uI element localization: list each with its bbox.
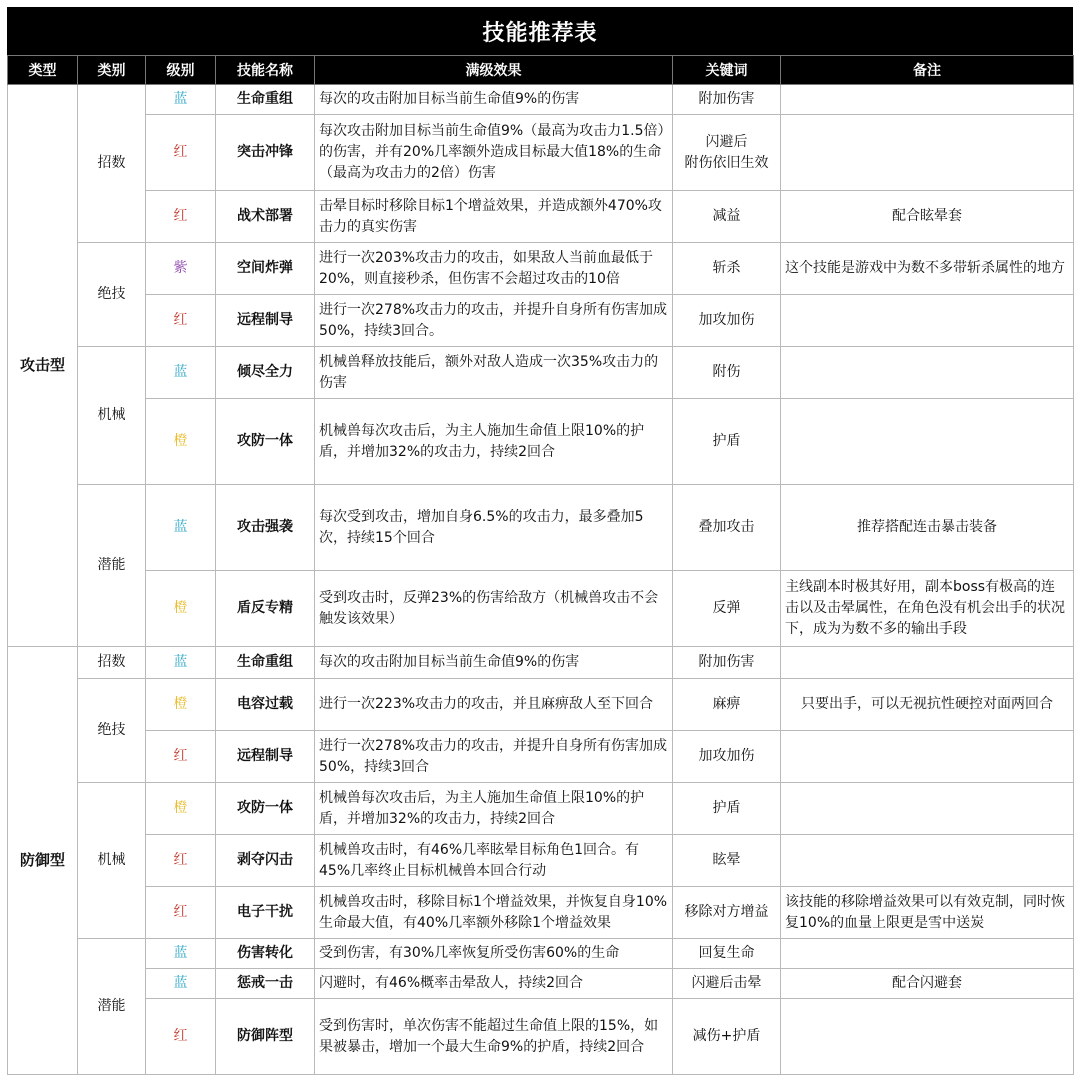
note-cell: 主线副本时极其好用，副本boss有极高的连击以及击晕属性，在角色没有机会出手的状况下，成为为数不多的输出手段 [781, 571, 1074, 647]
skill-name-cell: 突击冲锋 [216, 115, 315, 191]
note-cell [781, 731, 1074, 783]
col-header-type: 类型 [8, 56, 78, 85]
keyword-cell: 麻痹 [673, 679, 781, 731]
table-row [8, 835, 1074, 887]
effect-cell: 进行一次223%攻击力的攻击，并且麻痹敌人至下回合 [315, 679, 673, 731]
keyword-cell: 叠加攻击 [673, 485, 781, 571]
skill-name-cell: 远程制导 [216, 731, 315, 783]
effect-cell: 机械兽每次攻击后，为主人施加生命值上限10%的护盾，并增加32%的攻击力，持续2回合 [315, 783, 673, 835]
level-cell: 红 [146, 295, 216, 347]
category-cell: 招数 [78, 85, 146, 243]
table-row [8, 399, 1074, 485]
note-cell [781, 999, 1074, 1075]
level-cell: 红 [146, 999, 216, 1075]
effect-cell: 进行一次278%攻击力的攻击，并提升自身所有伤害加成50%，持续3回合。 [315, 295, 673, 347]
effect-cell: 受到伤害时，单次伤害不能超过生命值上限的15%，如果被暴击，增加一个最大生命9%的护盾，持续2回合 [315, 999, 673, 1075]
table-row [8, 485, 1074, 571]
table-row [8, 347, 1074, 399]
category-cell: 潜能 [78, 485, 146, 647]
keyword-cell: 减伤+护盾 [673, 999, 781, 1075]
level-cell: 红 [146, 115, 216, 191]
level-cell: 蓝 [146, 85, 216, 115]
col-header-effect: 满级效果 [315, 56, 673, 85]
table-row [8, 647, 1074, 679]
effect-cell: 进行一次203%攻击力的攻击，如果敌人当前血最低于20%，则直接秒杀，但伤害不会超过攻击的10倍 [315, 243, 673, 295]
table-row [8, 85, 1074, 115]
header-row [8, 56, 1074, 85]
note-cell: 推荐搭配连击暴击装备 [781, 485, 1074, 571]
category-cell: 绝技 [78, 243, 146, 347]
note-cell [781, 835, 1074, 887]
level-cell: 蓝 [146, 647, 216, 679]
keyword-cell: 附加伤害 [673, 85, 781, 115]
table-row [8, 571, 1074, 647]
note-cell [781, 783, 1074, 835]
level-cell: 橙 [146, 571, 216, 647]
level-cell: 橙 [146, 679, 216, 731]
table-row [8, 295, 1074, 347]
keyword-cell: 闪避后 附伤依旧生效 [673, 115, 781, 191]
note-cell [781, 295, 1074, 347]
effect-cell: 每次的攻击附加目标当前生命值9%的伤害 [315, 647, 673, 679]
col-header-skill-name: 技能名称 [216, 56, 315, 85]
table-row [8, 731, 1074, 783]
effect-cell: 机械兽每次攻击后，为主人施加生命值上限10%的护盾，并增加32%的攻击力，持续2回合 [315, 399, 673, 485]
level-cell: 蓝 [146, 347, 216, 399]
col-header-level: 级别 [146, 56, 216, 85]
skill-name-cell: 攻击强袭 [216, 485, 315, 571]
level-cell: 蓝 [146, 969, 216, 999]
type-cell: 攻击型 [8, 85, 78, 647]
effect-cell: 受到伤害，有30%几率恢复所受伤害60%的生命 [315, 939, 673, 969]
level-cell: 橙 [146, 783, 216, 835]
effect-cell: 机械兽释放技能后，额外对敌人造成一次35%攻击力的伤害 [315, 347, 673, 399]
skill-name-cell: 攻防一体 [216, 783, 315, 835]
level-cell: 红 [146, 887, 216, 939]
skill-name-cell: 剥夺闪击 [216, 835, 315, 887]
table-row [8, 191, 1074, 243]
keyword-cell: 眩晕 [673, 835, 781, 887]
level-cell: 红 [146, 835, 216, 887]
keyword-cell: 移除对方增益 [673, 887, 781, 939]
category-cell: 机械 [78, 783, 146, 939]
skill-name-cell: 生命重组 [216, 85, 315, 115]
keyword-cell: 闪避后击晕 [673, 969, 781, 999]
level-cell: 蓝 [146, 939, 216, 969]
note-cell: 配合闪避套 [781, 969, 1074, 999]
level-cell: 蓝 [146, 485, 216, 571]
table-row [8, 679, 1074, 731]
table-row [8, 999, 1074, 1075]
level-cell: 红 [146, 191, 216, 243]
note-cell [781, 399, 1074, 485]
skill-name-cell: 远程制导 [216, 295, 315, 347]
skill-name-cell: 防御阵型 [216, 999, 315, 1075]
table-row [8, 115, 1074, 191]
skill-name-cell: 电容过载 [216, 679, 315, 731]
table-row [8, 243, 1074, 295]
note-cell: 只要出手，可以无视抗性硬控对面两回合 [781, 679, 1074, 731]
skill-name-cell: 战术部署 [216, 191, 315, 243]
table-row [8, 939, 1074, 969]
skill-name-cell: 空间炸弹 [216, 243, 315, 295]
category-cell: 绝技 [78, 679, 146, 783]
keyword-cell: 附伤 [673, 347, 781, 399]
effect-cell: 受到攻击时，反弹23%的伤害给敌方（机械兽攻击不会触发该效果） [315, 571, 673, 647]
type-cell: 防御型 [8, 647, 78, 1075]
level-cell: 橙 [146, 399, 216, 485]
keyword-cell: 减益 [673, 191, 781, 243]
note-cell [781, 347, 1074, 399]
effect-cell: 每次的攻击附加目标当前生命值9%的伤害 [315, 85, 673, 115]
note-cell [781, 647, 1074, 679]
skill-name-cell: 盾反专精 [216, 571, 315, 647]
keyword-cell: 附加伤害 [673, 647, 781, 679]
effect-cell: 闪避时，有46%概率击晕敌人，持续2回合 [315, 969, 673, 999]
table-row [8, 887, 1074, 939]
note-cell [781, 939, 1074, 969]
keyword-cell: 反弹 [673, 571, 781, 647]
keyword-cell: 护盾 [673, 399, 781, 485]
keyword-cell: 加攻加伤 [673, 295, 781, 347]
level-cell: 红 [146, 731, 216, 783]
keyword-cell: 回复生命 [673, 939, 781, 969]
col-header-note: 备注 [781, 56, 1074, 85]
effect-cell: 每次受到攻击，增加自身6.5%的攻击力，最多叠加5次，持续15个回合 [315, 485, 673, 571]
effect-cell: 进行一次278%攻击力的攻击，并提升自身所有伤害加成50%，持续3回合 [315, 731, 673, 783]
skill-name-cell: 电子干扰 [216, 887, 315, 939]
col-header-keyword: 关键词 [673, 56, 781, 85]
skill-name-cell: 倾尽全力 [216, 347, 315, 399]
table-title: 技能推荐表 [7, 7, 1073, 55]
keyword-cell: 斩杀 [673, 243, 781, 295]
effect-cell: 机械兽攻击时，移除目标1个增益效果，并恢复自身10%生命最大值，有40%几率额外移除1个增益效果 [315, 887, 673, 939]
effect-cell: 机械兽攻击时，有46%几率眩晕目标角色1回合。有45%几率终止目标机械兽本回合行动 [315, 835, 673, 887]
skill-name-cell: 伤害转化 [216, 939, 315, 969]
table-row [8, 783, 1074, 835]
keyword-cell: 护盾 [673, 783, 781, 835]
effect-cell: 每次攻击附加目标当前生命值9%（最高为攻击力1.5倍）的伤害，并有20%几率额外造成目标最大值18%的生命（最高为攻击力的2倍）伤害 [315, 115, 673, 191]
note-cell [781, 85, 1074, 115]
skill-table [7, 55, 1074, 1075]
note-cell: 该技能的移除增益效果可以有效克制，同时恢复10%的血量上限更是雪中送炭 [781, 887, 1074, 939]
skill-name-cell: 生命重组 [216, 647, 315, 679]
skill-name-cell: 惩戒一击 [216, 969, 315, 999]
skill-name-cell: 攻防一体 [216, 399, 315, 485]
note-cell [781, 115, 1074, 191]
note-cell: 配合眩晕套 [781, 191, 1074, 243]
keyword-cell: 加攻加伤 [673, 731, 781, 783]
level-cell: 紫 [146, 243, 216, 295]
category-cell: 招数 [78, 647, 146, 679]
col-header-category: 类别 [78, 56, 146, 85]
table-row [8, 969, 1074, 999]
category-cell: 潜能 [78, 939, 146, 1075]
category-cell: 机械 [78, 347, 146, 485]
effect-cell: 击晕目标时移除目标1个增益效果，并造成额外470%攻击力的真实伤害 [315, 191, 673, 243]
note-cell: 这个技能是游戏中为数不多带斩杀属性的地方 [781, 243, 1074, 295]
